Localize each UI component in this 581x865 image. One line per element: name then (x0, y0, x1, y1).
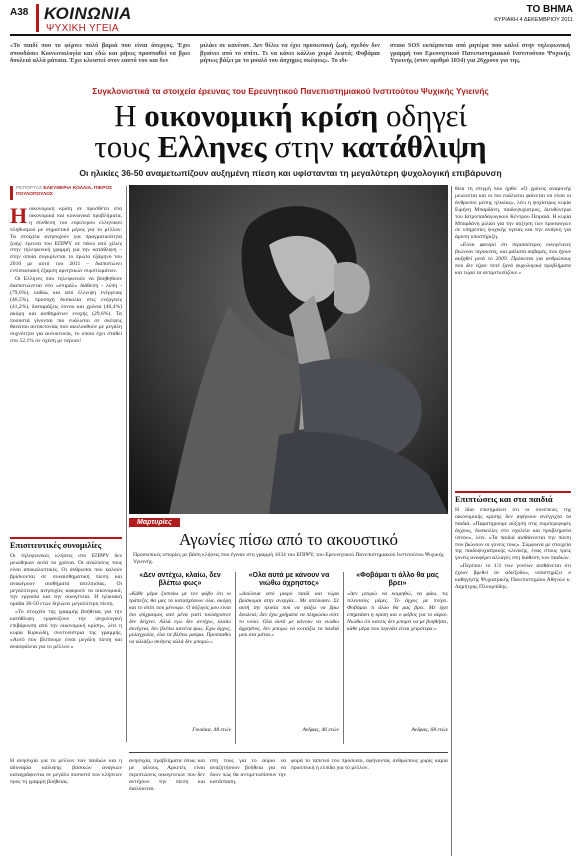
photo-illustration (129, 185, 448, 514)
headline-part: οδηγεί (378, 98, 467, 133)
headline-part: στην (266, 129, 342, 164)
headline-line-1 (10, 100, 571, 131)
main-article-column (10, 206, 122, 534)
right-quote-text: «Είναι φανερό ότι περισσότερες οικογένειες βιώνουν περικοπές, και μάλιστα σοβαρές, που έχουν αυξηθεί μετά το 2009. Πρόκειται για ανθρώπους που δεν είχαν ποτέ ξανά ψυχολογικά προβλήματα και τώρα τα αντιμετωπίζουν.» (455, 242, 571, 276)
testimony-divider (235, 572, 236, 744)
testimony-text: «Δεν μπορώ να κοιμηθώ, να φάω, τις τελευταίες μέρες. Το άγχος με πνίγει. Φοβάμαι τι άλλο θα μας βρει. Με έχει επηρεάσει η κρίση και ο φόβος για το αύριο. Νιώθω ότι κανείς δεν μπορεί να με βοηθήσει, κάθε μέρα που περνάει είναι χειρότερα.» (347, 591, 448, 632)
column-rule-right (451, 186, 452, 856)
byline-text (10, 186, 122, 198)
left-box-paragraph-text: Οι τηλεφωνικές κλήσεις στο ΕΠΙΨΥ δεν μειώθηκαν αυτά τα χρόνια. Οι αναλύσεις τους είναι αποκαλυπτικές. Οι άνθρωποι που καλούν βρίσκονται σε συναισθηματική πίεση και αναφέρουν αισθήματα απελπισίας. Οι μεγαλύτερες ανησυχίες αφορούν τα οικονομικά, την εργασία και την οικογένεια. Η ηλικιακή ομάδα 36-50 ετών δηλώνει μεγαλύτερη πίεση. (10, 553, 122, 608)
testimony-title: «Δεν αντέχω, κλαίω, δεν βλέπω φως» (139, 572, 221, 587)
header-rule (10, 34, 571, 36)
testimony-signature: Γυναίκα, 48 ετών (192, 727, 231, 733)
byline-names: ΕΛΕΥΘΕΡΙΑ ΚΟΛΛΙΑ, ΠΙΕΡΟΣ ΠΟΥΛΟΠΟΥΛΟΣ (16, 186, 113, 197)
right-box-title: Επιπτώσεις και στα παιδιά (455, 494, 553, 504)
bottom-col-2: ανησυχία, προβλήματα όπως και με φίλους. Αρκετές είναι περιπτώσεις οικογενειών που δεν αντέχουν την πίεση και διαλύονται. (129, 758, 205, 792)
top-quote-col-1 (10, 42, 190, 78)
dropcap: Η (10, 206, 28, 228)
testimony-text: «Κάθε μέρα ξυπνάω με τον φόβο ότι οι τράπεζες θα μας τα κατασχέσουν όλα, ακόμη και το σπίτι που μένουμε. Ο σύζυγός μου είναι πιο ψύχραιμος από μένα γιατί τουλάχιστον δεν δείχνει. Αλλά εγώ δεν αντέχω, κλαίω συνέχεια, δεν βλέπω κανένα φως. Εχω άγχος, μελαγχολία, όλα τα βλέπω μαύρα. Προσπαθώ να αλλάξω σκέψεις αλλά δεν μπορώ.» (129, 591, 231, 646)
right-box-paragraph-text: Η ίδια επισημαίνει ότι οι συνέπειες της οικονομικής κρίσης δεν αφήνουν ανέγγιχτα τα παιδιά. «Παρατηρούμε αύξηση στις συμπεριφορές άγχους, δυσκολίες στο σχολείο και προβλήματα ύπνου», λέει. «Τα παιδιά αισθάνονται την πίεση που βιώνουν οι γονείς τους». Σύμφωνα με στοιχεία της παιδοψυχιατρικής κλινικής, ένας στους τρεις γονείς αναφέρει αλλαγές στη διάθεση των παιδιών. (455, 507, 571, 562)
headline (10, 100, 571, 162)
headline-part: Η (114, 98, 145, 133)
deck: Οι ηλικίες 36-50 αναμετωπίζουν αυξημένη πίεση και υφίστανται τη μεγαλύτερη ψυχολογική επιβάρυνση (79, 168, 502, 178)
column-rule-left (126, 186, 127, 742)
page-number: A38 (10, 7, 29, 18)
main-paragraph-text: οικονομική κρίση σε προσθέτει στα οικονομικά και κοινωνικά προβλήματα, η σύνθεση του ευρύτερου ελληνικού πληθυσμού με σημαντικό μέρος για το μέλλον. Τα στοιχεία ανησυχούν για πραγματικότητα ζωής: έρευνα του ΕΠΙΨΥ σε πάνω από χίλιες στην τηλεφωνική γραμμή για την κατάθλιψη – στην οποία συγκρίνεται το πρώτο εξάμηνο του 2010 με αυτό του 2011 – διαπιστώνει εντυπωσιακή έξαρση αρνητικών συμπτωμάτων. (10, 206, 122, 275)
left-box-paragraph (10, 553, 122, 608)
main-photo (129, 185, 448, 514)
byline-label: ΡΕΠΟΡΤΑΖ (16, 186, 42, 191)
subsection-title: ΨΥΧΙΚΗ ΥΓΕΙΑ (46, 23, 119, 34)
headline-part-bold: κατάθλιψη (341, 129, 487, 164)
testimony-signature: Ανδρας, 46 ετών (302, 727, 339, 733)
testimonies-box (129, 518, 448, 750)
right-box-rule (455, 491, 571, 493)
kicker: Συγκλονιστικά τα στοιχεία έρευνας του Ερευνητικού Πανεπιστημιακού Ινστιτούτου Ψυχικής Υγιεινής (92, 86, 489, 96)
bottom-col-3: στη τους για το αύριο να αναζητήσουν βοήθεια για να δουν πώς θα αντιμετωπίσουν την κατάσταση. (210, 758, 286, 785)
left-box-title: Επισιτευτικές συνομιλίες (10, 540, 102, 550)
top-quote-text: «Το παιδί που το φέρνει πολύ βαριά που είναι άνεργος. Έχει σπουδάσει Κοινωνιολογία και εδώ και μήνες προσπαθεί να βρει δουλειά αλλά μάταια. Έχει κλειστεί στον εαυτό του και δεν (10, 42, 190, 65)
section-bar (36, 4, 39, 32)
main-paragraph (10, 276, 122, 345)
section-title: ΚΟΙΝΩΝΙΑ (44, 4, 132, 23)
bottom-col-1: Η ανησυχία για το μέλλον των παιδιών και η αδυναμία κάλυψης βασικών αναγκών καταγράφονται σε μεγάλο ποσοστό των κλήσεων προς τη γραμμή βοήθειας. (10, 758, 122, 785)
testimony-text: «Δούλευα από μικρό παιδί και τώρα βρίσκομαι στην ανεργία... Με απέλυσαν. Σε αυτή την ηλικία πού να ψάξω να βρω δουλειά; Δεν έχω χρήματα να πληρώσω ούτε το νοίκι. Ολα αυτά με κάνουν να νιώθω άχρηστος, δεν μπορώ να κοιτάξω τα παιδιά μου στα μάτια.» (239, 591, 339, 639)
headline-part-bold: Ελληνες (157, 129, 267, 164)
testimony-title: «Φοβάμαι τι άλλο θα μας βρει» (356, 572, 439, 587)
right-box-paragraph (455, 507, 571, 562)
right-box (455, 491, 571, 856)
testimony-3 (347, 572, 448, 733)
right-quote (455, 242, 571, 277)
byline-bar (10, 186, 13, 200)
right-box-paragraph-text: «Περίπου το 1/3 των γονέων αισθάνεται ότι έχουν βρεθεί σε αδιέξοδο», υποστηρίζει ο καθηγητής Ψυχιατρικής Πανεπιστημίου Αθηνών κ. Δημήτρης Πλουμπίδης. (455, 563, 571, 590)
right-column-text (455, 186, 571, 478)
left-box-paragraph-text: «Το στοιχείο της γραμμής βοήθειας για την κατάθλιψη εμφανίζουν την ψυχολογική επιβάρυνση από την οικονομική κρίση», λέει η κυρία Κιρκώδη, συντονίστρια της γραμμής. «Αυτό που βλέπουμε είναι μεγάλη πίεση και ανασφάλεια για το μέλλον.» (10, 609, 122, 650)
left-box-paragraph (10, 609, 122, 650)
top-quote-col-2 (200, 42, 380, 78)
testimonies-intro: Προσωπικές ιστορίες με βάση κλήσεις που έγιναν στη γραμμή 1034 του ΕΠΙΨΥ, του Ερευνητικού Πανεπιστημιακού Ινστιτούτου Ψυχικής Υγιεινής. (133, 552, 444, 565)
right-box-paragraph (455, 563, 571, 591)
bottom-rule (129, 752, 448, 753)
testimonies-title: Αγωνίες πίσω από το ακουστικό (178, 530, 399, 549)
right-box-text (455, 507, 571, 847)
testimony-signature: Ανδρας, 68 ετών (411, 727, 448, 733)
top-quote-text: μιλάει σε κανέναν. Δεν θέλει να έχει προσωπική ζωή, σχεδόν δεν βγαίνει από το σπίτι. Τι να κάνει κάλλιο χειρό λεφτά; Φοβάμαι μήπως βάζει με το μυαλό του άσχημες σκέψεις». Το ιδι- (200, 42, 380, 65)
top-quote-col-3 (390, 42, 570, 78)
right-paragraph (455, 186, 571, 241)
testimony-divider (343, 572, 344, 744)
main-paragraph-text: Οι Ελληνες που τηλεφωνούν να βοηθηθούν διαπιστώνεται στο «σπιράλ» διάθεση - λύπη - (79,6%), καθώς και από έλλειψη ενέργειας (46,5%), προσοχή δυσκολία στις ενέργειες (41,2%), διαταράξεις ύπνου και χρόνια (40,4%) ακόμη και αισθημάτων ενοχής (29,6%). Τα ποσοστά γίνονται πιο ευάλωτοι σε σκέψεις θανάτου αυτοκτονίας που ακολουθούν με μεγάλη συχνότητα για αυτοκτονία, το οποίο έχει σταθεί στο 52,1% σε σχέση με πέρυσι! (10, 276, 122, 345)
page-header (10, 4, 573, 34)
headline-part: τους (94, 129, 158, 164)
testimony-2 (239, 572, 339, 733)
right-paragraph-text: θεια τη στιγμή που ήρθε: «Ο χρόνος αναμονής μειώνεται και οι πιο ευάλωτοι φαίνεται να είναι οι άνθρωποι μέσης ηλικίας», λέει η ψυχίατρος κυρία Ειρήνη Μπαρδάνη, παιδοψυχίατρος, διευθύντρια του Ιατροπαιδαγωγικού Κέντρου Πειραιά. Η κυρία Μπαρδάνη μιλάει για την αύξηση των προσφυγών σε υπηρεσίες ψυχικής υγείας και την ανάγκη για άμεση υποστήριξη. (455, 186, 571, 241)
publication-name: ΤΟ ΒΗΜΑ (526, 4, 573, 15)
top-quote-text: σταιο SOS εκπέμπεται από μητέρα που καλεί στην τηλεφωνική γραμμή του Ερευνητικού Πανεπιστημιακού Ινστιτούτου Ψυχικής Υγιεινής (στον αριθμό 1034) για 26χρονο γιο της. (390, 42, 570, 65)
bottom-col-4: φορά το ταπεινό του πρόσωπο, αφήνοντας ανθρώπους χωρίς καμία προοπτική ή ελπίδα για το μέλλον. (291, 758, 448, 771)
testimonies-label: Μαρτυρίες (129, 518, 180, 527)
headline-line-2 (10, 131, 571, 162)
headline-part-bold: οικονομική κρίση (144, 98, 379, 133)
left-box-rule (10, 537, 122, 539)
byline (10, 186, 122, 198)
publication-date: ΚΥΡΙΑΚΗ 4 ΔΕΚΕΜΒΡΙΟΥ 2011 (494, 17, 573, 23)
testimony-title: «Ολα αυτά με κάνουν να νιώθω άχρηστος» (248, 572, 330, 587)
testimony-1 (129, 572, 231, 733)
